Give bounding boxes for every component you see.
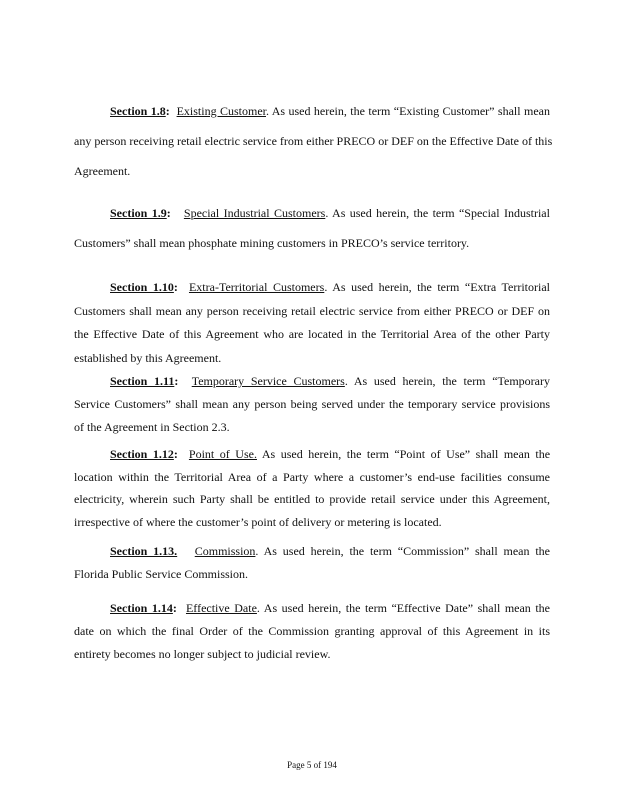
paragraph-line: [74, 276, 550, 300]
section-separator: :: [173, 447, 178, 461]
section-text: . As used herein, the term “Temporary: [344, 374, 550, 388]
section-1-10-paragraph: [74, 276, 550, 370]
paragraph-line: [74, 540, 550, 563]
paragraph-line: irrespective of where the customer’s point of delivery or metering is located.: [74, 514, 442, 529]
section-title: Extra-Territorial Customers: [188, 280, 325, 294]
section-separator: :: [173, 280, 178, 294]
paragraph-line: any person receiving retail electric service from either PRECO or DEF on the Effective Date of this: [74, 134, 553, 148]
section-1-8-paragraph: [74, 96, 553, 186]
section-separator: :: [172, 601, 177, 615]
paragraph-line: location within the Territorial Area of a Party where a customer’s end-use facilities consume: [74, 469, 550, 484]
section-number: Section 1.8: [110, 104, 166, 118]
section-title: Commission: [194, 544, 256, 558]
paragraph-line: Service Customers” shall mean any person being served under the temporary service provisions: [74, 397, 550, 411]
section-text: . As used herein, the term “Existing Customer” shall mean: [266, 104, 550, 118]
paragraph-line: established by this Agreement.: [74, 350, 222, 365]
section-1-13-paragraph: [74, 540, 550, 586]
paragraph-line: entirety becomes no longer subject to judicial review.: [74, 647, 331, 661]
paragraph-line: Customers shall mean any person receiving retail electric service from either PRECO or DEF on: [74, 303, 550, 318]
section-1-11-paragraph: [74, 370, 550, 439]
section-text: . As used herein, the term “Commission” shall mean the: [255, 544, 550, 558]
paragraph-line: the Effective Date of this Agreement who are located in the Territorial Area of the other Party: [74, 327, 550, 341]
paragraph-line: [74, 370, 550, 393]
paragraph-line: [74, 597, 550, 620]
section-number: Section 1.10: [110, 280, 174, 294]
section-title: Point of Use.: [188, 447, 257, 461]
section-separator: :: [174, 374, 179, 388]
section-text: As used herein, the term “Point of Use” shall mean the: [256, 447, 551, 461]
section-number: Section 1.12: [110, 447, 174, 461]
section-1-9-paragraph: [74, 198, 550, 258]
paragraph-line: [74, 443, 550, 466]
paragraph-line: date on which the final Order of the Commission granting approval of this Agreement in its: [74, 624, 550, 638]
paragraph-line: [74, 96, 550, 126]
section-number: Section 1.9: [110, 206, 167, 220]
paragraph-line: of the Agreement in Section 2.3.: [74, 420, 230, 434]
section-1-14-paragraph: [74, 597, 550, 666]
section-number: Section 1.14: [110, 601, 173, 615]
section-number: Section 1.11: [110, 374, 175, 388]
section-title: Special Industrial Customers: [183, 206, 326, 220]
paragraph-line: Customers” shall mean phosphate mining customers in PRECO’s service territory.: [74, 236, 470, 250]
paragraph-line: Florida Public Service Commission.: [74, 567, 248, 581]
paragraph-line: [74, 198, 550, 228]
section-text: . As used herein, the term “Special Industrial: [325, 206, 550, 220]
page-number-footer: Page 5 of 194: [287, 760, 337, 770]
paragraph-line: electricity, wherein such Party shall be entitled to provide retail service under this Agreement,: [74, 492, 550, 506]
section-separator: :: [165, 104, 170, 118]
section-title: Existing Customer: [176, 104, 266, 118]
section-number: Section 1.13.: [110, 544, 178, 558]
paragraph-line: Agreement.: [74, 164, 131, 178]
section-separator: :: [166, 206, 171, 220]
section-title: Effective Date: [185, 601, 257, 615]
section-title: Temporary Service Customers: [191, 374, 345, 388]
section-text: . As used herein, the term “Extra Territorial: [324, 280, 550, 294]
section-text: . As used herein, the term “Effective Date” shall mean the: [256, 601, 551, 615]
section-1-12-paragraph: [74, 443, 550, 533]
